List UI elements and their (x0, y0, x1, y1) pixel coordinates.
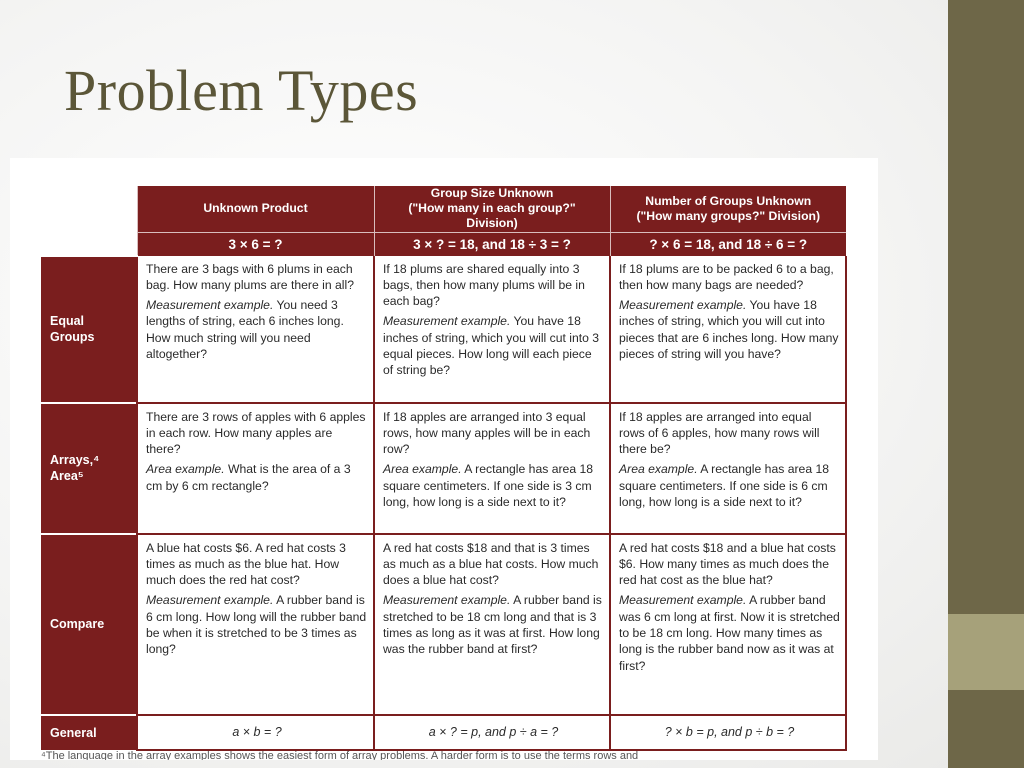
cell-compare-number-of-groups-unknown: A red hat costs $18 and a blue hat costs $6. How many times as much does the red hat cost as the blue hat? Measurement example. A rubber band was 6 cm long at first. Now it is stretched to be 18 cm long. How many times as long is the rubber band now as it was at first? (610, 534, 846, 715)
header-group-size-unknown: Group Size Unknown ("How many in each group?" Division) (374, 186, 610, 232)
cell-equal-groups-group-size-unknown: If 18 plums are shared equally into 3 bags, then how many plums will be in each bag? Measurement example. You have 18 inches of string, which you will cut into 3 equal pieces. How long will each piece of string be? (374, 256, 610, 403)
equation-number-of-groups-unknown: ? × 6 = 18, and 18 ÷ 6 = ? (610, 232, 846, 256)
header-unknown-product: Unknown Product (137, 186, 374, 232)
problem-types-table (41, 186, 847, 751)
row-header-arrays-area: Arrays,⁴ Area⁵ (41, 403, 137, 534)
equation-group-size-unknown: 3 × ? = 18, and 18 ÷ 3 = ? (374, 232, 610, 256)
row-header-general: General (41, 715, 137, 750)
cell-equal-groups-unknown-product: There are 3 bags with 6 plums in each bag. How many plums are there in all? Measurement example. You need 3 lengths of string, each 6 inches long. How much string will you need altogether? (137, 256, 374, 403)
cell-equal-groups-number-of-groups-unknown: If 18 plums are to be packed 6 to a bag, then how many bags are needed? Measurement example. You have 18 inches of string, which you will cut into pieces that are 6 inches long. How many pieces of string will you have? (610, 256, 846, 403)
decorative-side-accent (948, 614, 1024, 690)
cell-arrays-number-of-groups-unknown: If 18 apples are arranged into equal rows of 6 apples, how many rows will there be? Area example. A rectangle has area 18 square centimeters. If one side is 6 cm long, how long is a side next to it? (610, 403, 846, 534)
row-header-compare: Compare (41, 534, 137, 715)
cell-general-group-size-unknown: a × ? = p, and p ÷ a = ? (374, 715, 610, 750)
cell-general-number-of-groups-unknown: ? × b = p, and p ÷ b = ? (610, 715, 846, 750)
table-corner (41, 186, 137, 232)
cell-compare-unknown-product: A blue hat costs $6. A red hat costs 3 times as much as the blue hat. How much does the red hat cost? Measurement example. A rubber band is 6 cm long. How long will the rubber band be when it is stretched to be 3 times as long? (137, 534, 374, 715)
table-footnote: ⁴The language in the array examples shows the easiest form of array problems. A harder form is to use the terms rows and (41, 750, 639, 760)
equation-unknown-product: 3 × 6 = ? (137, 232, 374, 256)
cell-arrays-group-size-unknown: If 18 apples are arranged into 3 equal rows, how many apples will be in each row? Area example. A rectangle has area 18 square centimeters. If one side is 3 cm long, how long is a side next to it? (374, 403, 610, 534)
cell-general-unknown-product: a × b = ? (137, 715, 374, 750)
problem-types-figure (10, 158, 878, 760)
table-corner-2 (41, 232, 137, 256)
cell-compare-group-size-unknown: A red hat costs $18 and that is 3 times as much as a blue hat costs. How much does a blue hat cost? Measurement example. A rubber band is stretched to be 18 cm long and that is 3 times as long as it was at first. How long was the rubber band at first? (374, 534, 610, 715)
cell-arrays-unknown-product: There are 3 rows of apples with 6 apples in each row. How many apples are there? Area example. What is the area of a 3 cm by 6 cm rectangle? (137, 403, 374, 534)
slide-title: Problem Types (64, 58, 419, 123)
row-header-equal-groups: Equal Groups (41, 256, 137, 403)
header-number-of-groups-unknown: Number of Groups Unknown ("How many groups?" Division) (610, 186, 846, 232)
